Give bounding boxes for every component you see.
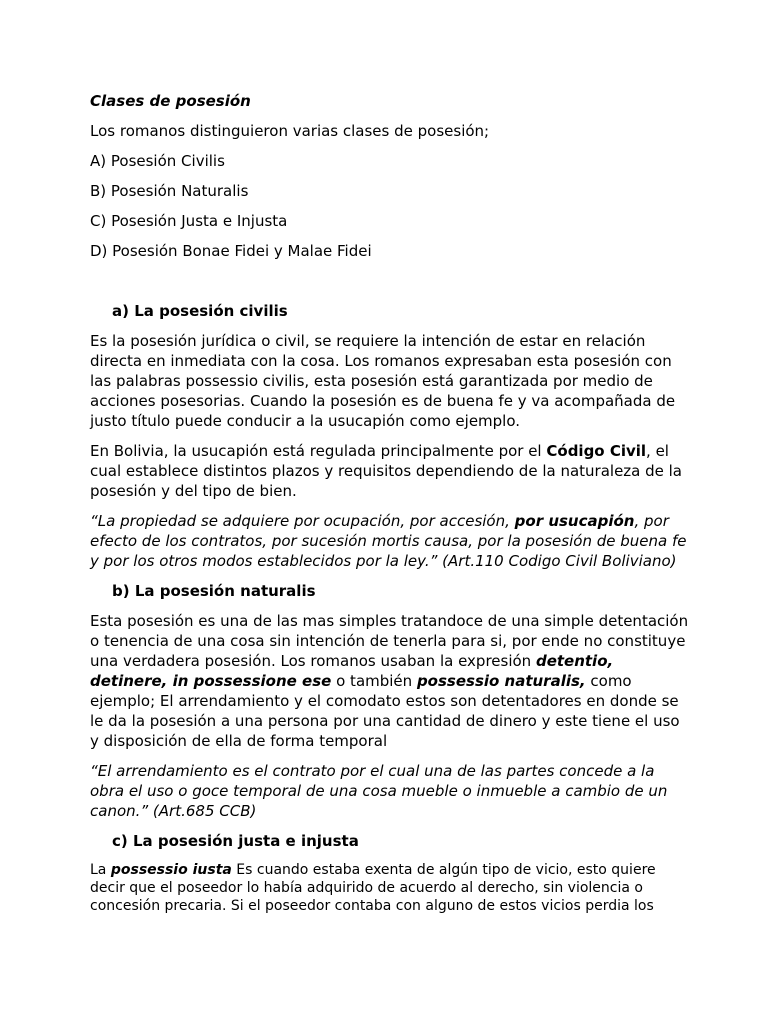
text-run: En Bolivia, la usucapión está regulada principalmente por el	[90, 442, 547, 460]
list-item: B) Posesión Naturalis	[90, 182, 249, 200]
possessio-iusta-bold-italic: possessio iusta	[110, 862, 232, 878]
list-item: D) Posesión Bonae Fidei y Malae Fidei	[90, 242, 372, 260]
section-b-heading: b) La posesión naturalis	[112, 582, 316, 600]
section-c-paragraph	[90, 861, 690, 915]
text-run: , el cual establece distintos plazos y requisitos dependiendo de la naturaleza de la posesión y del tipo de bien.	[90, 442, 683, 500]
section-b-paragraph	[90, 611, 690, 751]
possessio-naturalis-bold-italic: possessio naturalis,	[416, 672, 586, 690]
text-run: como ejemplo; El arrendamiento y el comodato estos son detentadores en donde se le da la posesión a una persona por una cantidad de dinero y este tiene el uso y disposición de ella de forma temporal	[90, 672, 680, 750]
section-a-heading: a) La posesión civilis	[112, 302, 288, 320]
section-c-heading: c) La posesión justa e injusta	[112, 832, 359, 850]
list-item: A) Posesión Civilis	[90, 152, 225, 170]
section-a-bolivia-paragraph	[90, 441, 690, 501]
list-item: C) Posesión Justa e Injusta	[90, 212, 288, 230]
detentio-bold-italic: detentio, detinere, in possessione ese	[90, 652, 614, 690]
spacer	[90, 271, 690, 301]
section-a-paragraph: Es la posesión jurídica o civil, se requiere la intención de estar en relación directa en inmediata con la cosa. Los romanos expresaban esta posesión con las palabras possessio civilis, esta posesión está garantizada por medio de acciones posesorias. Cuando la posesión es de buena fe y va acompañada de justo título puede conducir a la usucapión como ejemplo.	[90, 332, 676, 430]
document-title: Clases de posesión	[90, 92, 251, 110]
section-b-quote: “El arrendamiento es el contrato por el cual una de las partes concede a la obra el uso o goce temporal de una cosa mueble o inmueble a cambio de un canon.” (Art.685 CCB)	[90, 762, 668, 820]
text-run: “La propiedad se adquiere por ocupación, por accesión,	[90, 512, 515, 530]
codigo-civil-bold: Código Civil	[546, 442, 647, 460]
document-page	[90, 91, 690, 925]
intro-paragraph: Los romanos distinguieron varias clases de posesión;	[90, 122, 490, 140]
text-run: La	[90, 862, 111, 878]
section-a-quote	[90, 511, 690, 571]
text-run: , por efecto de los contratos, por sucesión mortis causa, por la posesión de buena fe y por los otros modos establecidos por la ley.” (Art.110 Codigo Civil Boliviano)	[90, 512, 687, 570]
usucapion-bold: por usucapión	[514, 512, 635, 530]
text-run: o también	[331, 672, 417, 690]
text-run: Es cuando estaba exenta de algún tipo de vicio, esto quiere decir que el poseedor lo había adquirido de acuerdo al derecho, sin violencia o concesión precaria. Si el poseedor contaba con alguno de estos vicios perdia los	[90, 862, 656, 914]
text-run: Esta posesión es una de las mas simples tratandoce de una simple detentación o tenencia de una cosa sin intención de tenerla para si, por ende no constituye una verdadera posesión. Los romanos usaban la expresión	[90, 612, 689, 670]
